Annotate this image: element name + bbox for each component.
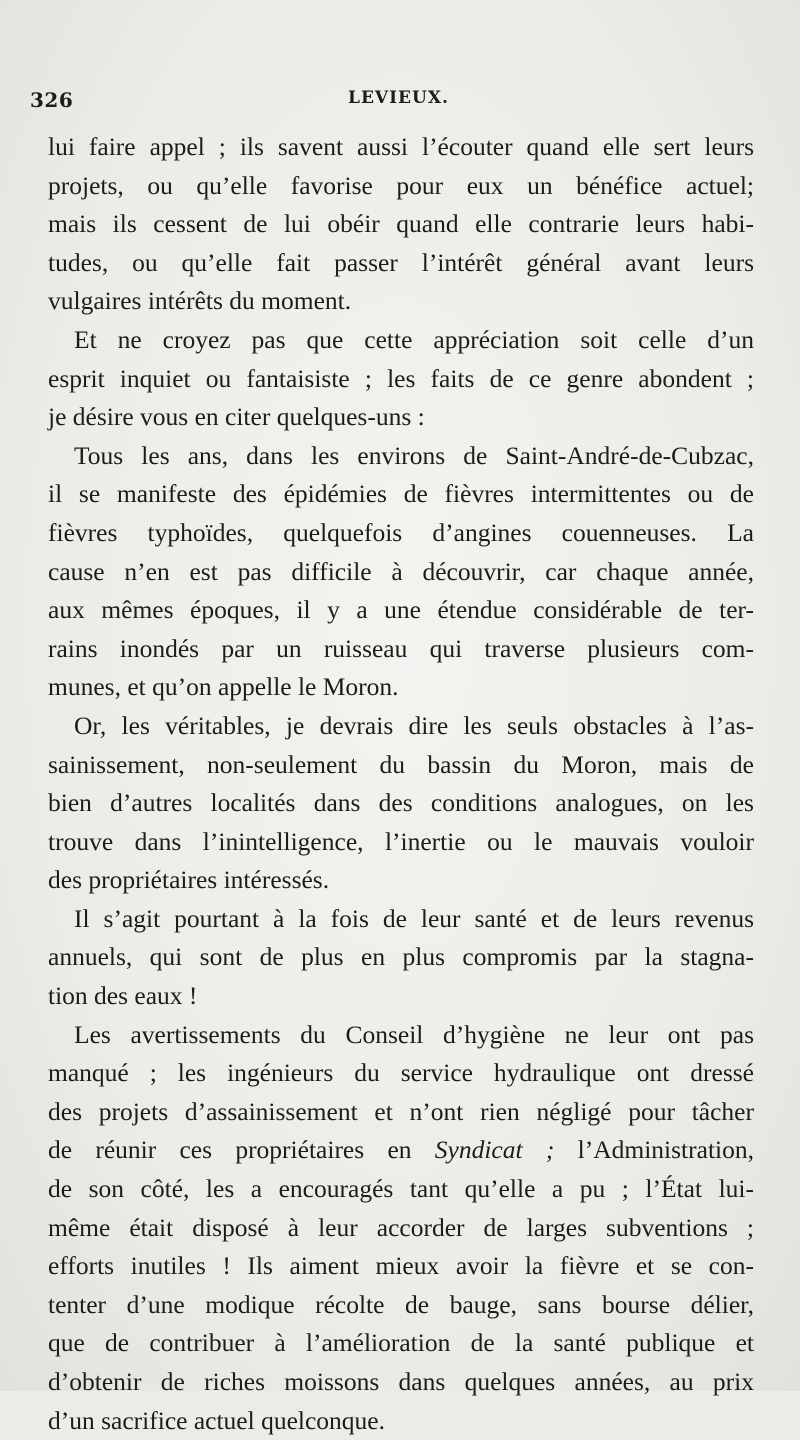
text-line: trouve dans l’inintelligence, l’inertie ou le mauvais vouloir	[48, 826, 754, 856]
paragraph	[48, 900, 754, 1016]
text-line: efforts inutiles ! Ils aiment mieux avoir la fièvre et se con-	[48, 1251, 754, 1281]
text-line: d’obtenir de riches moissons dans quelques années, au prix	[48, 1367, 754, 1396]
text-line: aux mêmes époques, il y a une étendue considérable de ter-	[48, 595, 754, 625]
paragraph	[48, 128, 754, 321]
paragraph	[48, 707, 754, 900]
text-line: cause n’en est pas difficile à découvrir, car chaque année,	[48, 556, 754, 586]
text-line: mais ils cessent de lui obéir quand elle contrarie leurs habi-	[48, 209, 754, 239]
text-line: il se manifeste des épidémies de fièvres intermittentes ou de	[48, 479, 754, 509]
body-text	[48, 128, 754, 1440]
text-line: que de contribuer à l’amélioration de la santé publique et	[48, 1328, 754, 1358]
italic-term: Syndicat ;	[434, 1135, 555, 1165]
text-line: manqué ; les ingénieurs du service hydraulique ont dressé	[48, 1058, 754, 1088]
text-line: lui faire appel ; ils savent aussi l’écouter quand elle sert leurs	[48, 132, 754, 161]
text-line: d’un sacrifice actuel quelconque.	[48, 1405, 386, 1435]
text-line: je désire vous en citer quelques-uns :	[48, 402, 425, 432]
text-line: esprit inquiet ou fantaisiste ; les faits de ce genre abondent ;	[48, 363, 754, 393]
paragraph	[48, 321, 754, 437]
text-line: Et ne croyez pas que cette appréciation soit celle d’un	[74, 324, 754, 354]
text-line: de son côté, les a encouragés tant qu’elle a pu ; l’État lui-	[48, 1174, 754, 1204]
running-head: LEVIEUX.	[348, 88, 449, 108]
text-span: l’Administration,	[554, 1135, 754, 1165]
text-line: vulgaires intérêts du moment.	[48, 286, 352, 316]
text-line: Il s’agit pourtant à la fois de leur santé et de leurs revenus	[74, 903, 754, 933]
text-line: projets, ou qu’elle favorise pour eux un bénéfice actuel;	[48, 170, 754, 200]
text-line: Les avertissements du Conseil d’hygiène ne leur ont pas	[74, 1019, 754, 1049]
text-line: des propriétaires intéressés.	[48, 865, 330, 895]
page-number: 326	[30, 88, 74, 112]
text-line: rains inondés par un ruisseau qui traverse plusieurs com-	[48, 633, 754, 663]
text-line: tenter d’une modique récolte de bauge, sans bourse délier,	[48, 1289, 754, 1319]
text-line: tudes, ou qu’elle fait passer l’intérêt général avant leurs	[48, 247, 754, 277]
paragraph	[48, 437, 754, 707]
text-line: même était disposé à leur accorder de larges subventions ;	[48, 1212, 754, 1242]
text-span: de réunir ces propriétaires en	[48, 1135, 435, 1165]
text-line: munes, et qu’on appelle le Moron.	[48, 672, 399, 702]
text-line: bien d’autres localités dans des conditions analogues, on les	[48, 788, 754, 818]
paragraph	[48, 1016, 754, 1440]
text-line: Or, les véritables, je devrais dire les seuls obstacles à l’as-	[74, 710, 754, 740]
text-line	[48, 1131, 754, 1170]
page-header	[30, 88, 770, 118]
text-line: tion des eaux !	[48, 981, 198, 1011]
text-line: des projets d’assainissement et n’ont rien négligé pour tâcher	[48, 1096, 754, 1126]
text-line: Tous les ans, dans les environs de Saint-André-de-Cubzac,	[74, 440, 754, 470]
text-line: fièvres typhoïdes, quelquefois d’angines couenneuses. La	[48, 517, 754, 547]
text-line: annuels, qui sont de plus en plus compromis par la stagna-	[48, 942, 754, 972]
text-line: sainissement, non-seulement du bassin du Moron, mais de	[48, 749, 754, 779]
